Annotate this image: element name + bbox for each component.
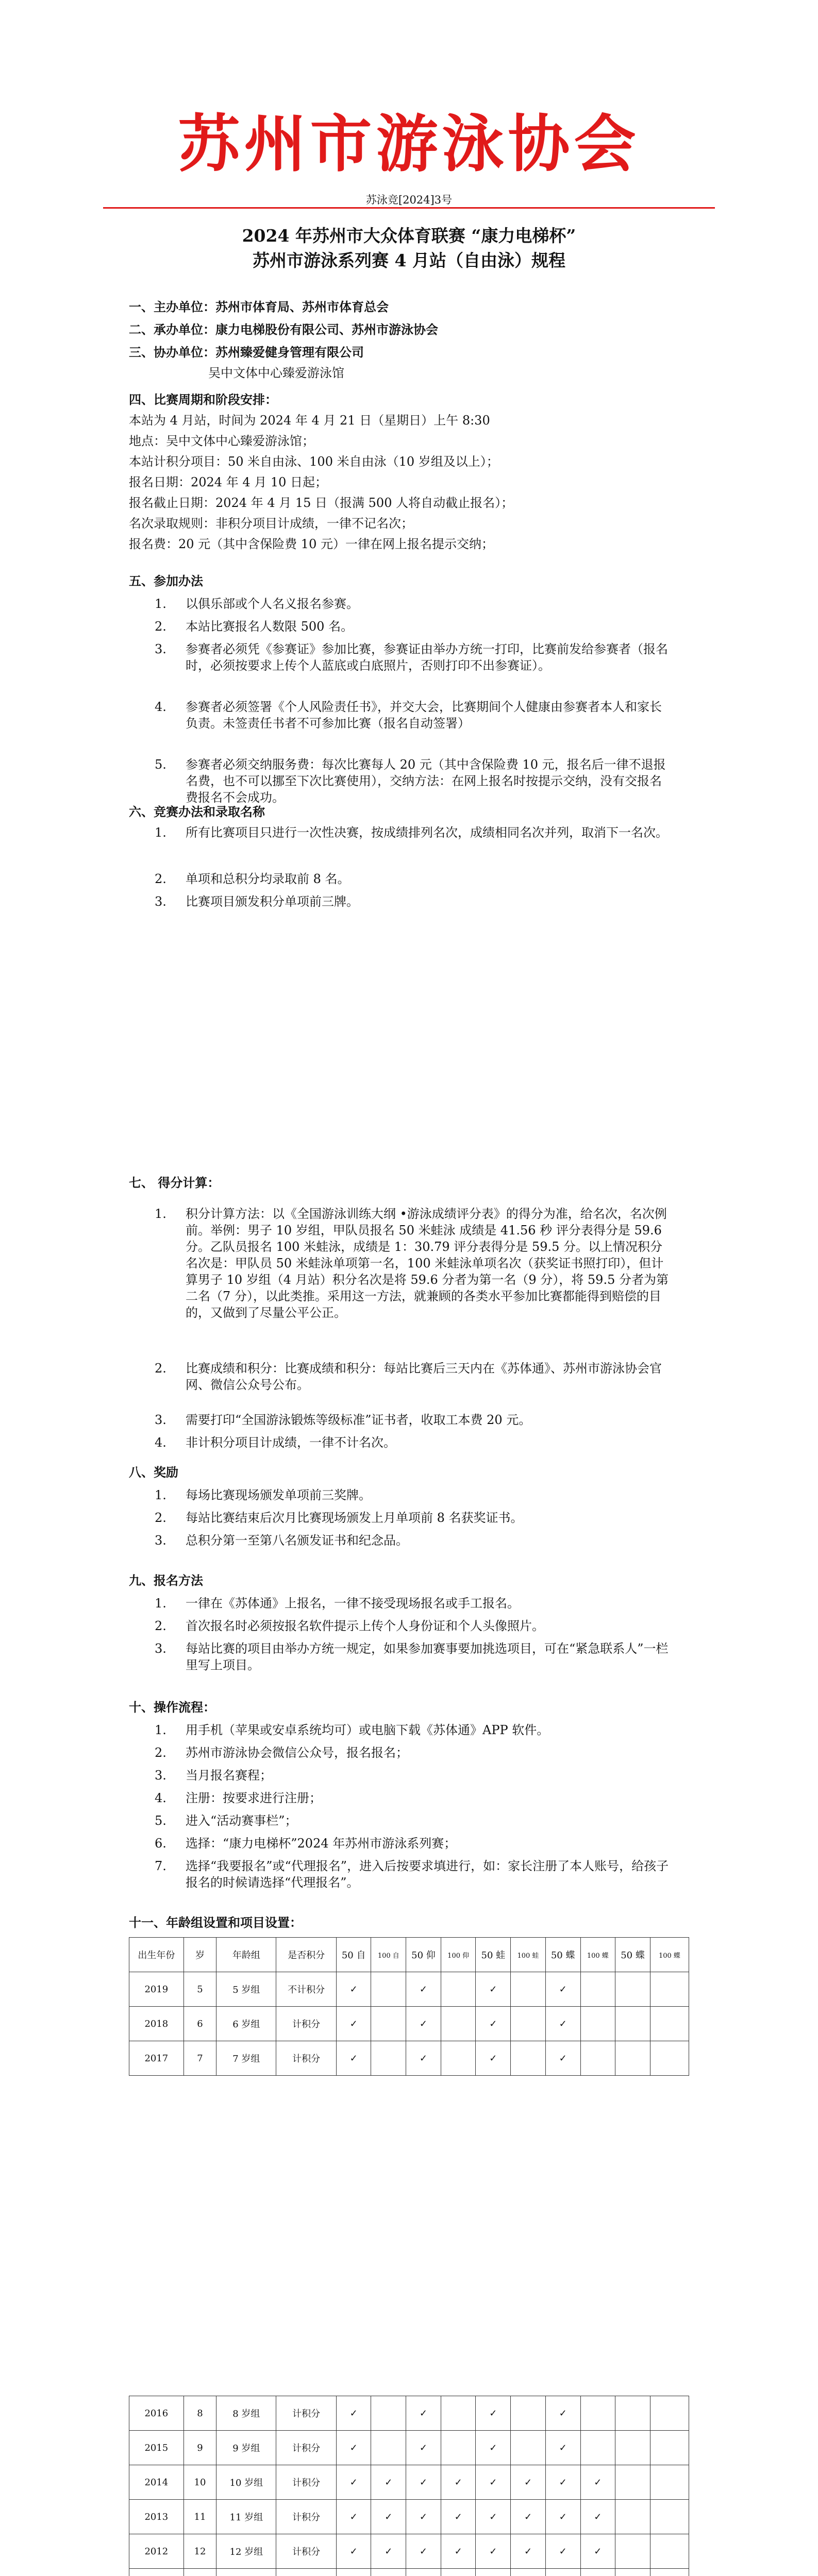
table-cell: 10: [183, 2465, 216, 2500]
table-row: [129, 2534, 689, 2569]
section-registration-heading: 九、报名方法: [129, 1573, 203, 1588]
table-cell: [615, 2396, 650, 2431]
list-item-number: 1.: [155, 1207, 166, 1221]
table-cell: 2016: [129, 2396, 184, 2431]
schedule-detail-line: 报名费：20 元（其中含保险费 10 元）一律在网上报名提示交纳；: [129, 537, 494, 551]
table-cell: 6 岁组: [216, 2007, 276, 2041]
age-table-header-cell: 50 蝶: [545, 1938, 580, 1972]
table-row: [129, 2500, 689, 2534]
list-item-text: 积分计算方法：以《全国游泳训练大纲 •游泳成绩评分表》的得分为准，给名次，名次例前。举例：男子 10 岁组，甲队员报名 50 米蛙泳 成绩是 41.56 秒 评分表得分是 59.6 分。乙队员报名 100 米蛙泳，成绩是 1：30.79 评分表得分是 59.5 分。以上情况积分名次是：甲队员 50 米蛙泳单项第一名，100 米蛙泳单项名次（获奖证书照打印），但计算男子 10 岁组（4 月站）积分名次是将 59.6 分者为第一名（9 分），将 59.5 分者为第二名（7 分），以此类推。采用这一方法，就兼顾的各类水平参加比赛都能得到赔偿的目的，又做到了尽量公平公正。: [186, 1207, 669, 1320]
table-cell: [615, 2465, 650, 2500]
table-cell: ✓: [476, 2500, 511, 2534]
age-table-header-cell: 100 蝶: [650, 1938, 689, 1972]
table-cell: ✓: [336, 2396, 371, 2431]
age-table-header-cell: 100 仰: [441, 1938, 476, 1972]
table-cell: ✓: [441, 2465, 476, 2500]
table-cell: [650, 2534, 689, 2569]
table-cell: ✓: [476, 2431, 511, 2465]
table-cell: [511, 2396, 546, 2431]
table-cell: ✓: [406, 2007, 441, 2041]
list-item-text: 比赛成绩和积分：比赛成绩和积分：每站比赛后三天内在《苏体通》、苏州市游泳协会官网、微信公众号公布。: [186, 1361, 662, 1392]
table-cell: [216, 2569, 276, 2576]
table-cell: [441, 2041, 476, 2076]
list-item-text: 当月报名赛程；: [186, 1768, 272, 1783]
list-item-number: 3.: [155, 1533, 166, 1548]
table-cell: [615, 1972, 650, 2007]
table-cell: 9 岁组: [216, 2431, 276, 2465]
table-cell: [580, 2041, 615, 2076]
table-cell: 6: [183, 2007, 216, 2041]
list-item-text: 需要打印“全国游泳锻炼等级标准”证书者，收取工本费 20 元。: [186, 1413, 531, 1427]
table-cell: 8 岁组: [216, 2396, 276, 2431]
list-item-text: 一律在《苏体通》上报名，一律不接受现场报名或手工报名。: [186, 1596, 520, 1611]
list-item-number: 5.: [155, 757, 166, 772]
table-cell: ✓: [476, 2534, 511, 2569]
list-item-number: 2.: [155, 1619, 166, 1633]
list-item-number: 2.: [155, 619, 166, 634]
age-table-header-cell: 50 自: [336, 1938, 371, 1972]
section-co-organizer: 三、协办单位：苏州臻爱健身管理有限公司: [129, 345, 364, 360]
table-cell: [406, 2569, 441, 2576]
table-cell: [441, 2396, 476, 2431]
table-cell: ✓: [545, 2396, 580, 2431]
schedule-detail-line: 地点：吴中文体中心臻爱游泳馆；: [129, 434, 314, 448]
table-cell: ✓: [545, 1972, 580, 2007]
table-cell: [371, 1972, 406, 2007]
table-cell: ✓: [545, 2500, 580, 2534]
table-cell: [371, 2396, 406, 2431]
table-cell: [615, 2007, 650, 2041]
document-number: 苏泳竞[2024]3号: [365, 194, 453, 206]
table-cell: 5: [183, 1972, 216, 2007]
list-item-text: 非计积分项目计成绩，一律不计名次。: [186, 1435, 396, 1450]
table-cell: [371, 2007, 406, 2041]
table-cell: ✓: [336, 2534, 371, 2569]
table-cell: ✓: [406, 2500, 441, 2534]
list-item-text: 首次报名时必须按报名软件提示上传个人身份证和个人头像照片。: [186, 1619, 544, 1633]
section-process-heading: 十、操作流程：: [129, 1700, 215, 1715]
table-cell: ✓: [580, 2500, 615, 2534]
table-cell: ✓: [476, 1972, 511, 2007]
table-cell: [336, 2569, 371, 2576]
age-table-header-cell: 50 蛙: [476, 1938, 511, 1972]
age-group-table-bottom: [129, 2396, 689, 2576]
table-row: [129, 2041, 689, 2076]
table-cell: [371, 2569, 406, 2576]
table-cell: ✓: [336, 2465, 371, 2500]
table-cell: [441, 1972, 476, 2007]
table-cell: ✓: [441, 2534, 476, 2569]
table-row: [129, 2465, 689, 2500]
list-item-text: 注册：按要求进行注册；: [186, 1791, 322, 1805]
section-undertaker: 二、承办单位：康力电梯股份有限公司、苏州市游泳协会: [129, 322, 438, 337]
table-cell: [511, 2431, 546, 2465]
table-cell: ✓: [476, 2007, 511, 2041]
table-cell: ✓: [406, 2431, 441, 2465]
schedule-detail-line: 本站计积分项目：50 米自由泳、100 米自由泳（10 岁组及以上）；: [129, 454, 499, 469]
table-cell: 8: [183, 2396, 216, 2431]
age-table-header-cell: 50 仰: [406, 1938, 441, 1972]
list-item-number: 1.: [155, 825, 166, 840]
table-cell: [580, 2007, 615, 2041]
list-item-number: 2.: [155, 1511, 166, 1525]
section-organizer: 一、主办单位：苏州市体育局、苏州市体育总会: [129, 299, 389, 314]
table-cell: ✓: [406, 2465, 441, 2500]
list-item-text: 每站比赛结束后次月比赛现场颁发上月单项前 8 名获奖证书。: [186, 1511, 523, 1525]
table-cell: 2013: [129, 2500, 184, 2534]
table-cell: [476, 2569, 511, 2576]
table-cell: ✓: [476, 2465, 511, 2500]
table-cell: [580, 2431, 615, 2465]
section-co-organizer-venue: 吴中文体中心臻爱游泳馆: [208, 366, 344, 380]
table-cell: [650, 2431, 689, 2465]
table-cell: [511, 2569, 546, 2576]
table-cell: [615, 2041, 650, 2076]
list-item-text: 单项和总积分均录取前 8 名。: [186, 872, 350, 886]
table-cell: [650, 2007, 689, 2041]
table-cell: 7: [183, 2041, 216, 2076]
table-row: [129, 2007, 689, 2041]
schedule-detail-line: 本站为 4 月站，时间为 2024 年 4 月 21 日（星期日）上午 8:30: [129, 413, 490, 428]
table-row: [129, 1972, 689, 2007]
list-item-text: 每站比赛的项目由举办方统一规定，如果参加赛事要加挑选项目，可在“紧急联系人”一栏里写上项目。: [186, 1641, 669, 1672]
list-item-number: 1.: [155, 1488, 166, 1502]
list-item-number: 2.: [155, 872, 166, 886]
age-table-header-cell: 岁: [183, 1938, 216, 1972]
table-cell: [650, 2396, 689, 2431]
table-cell: ✓: [371, 2465, 406, 2500]
table-cell: ✓: [511, 2500, 546, 2534]
table-cell: 2012: [129, 2534, 184, 2569]
section-competition-heading: 六、竞赛办法和录取名称: [129, 804, 265, 819]
age-table-header-cell: 100 蛙: [511, 1938, 546, 1972]
table-cell: 计积分: [276, 2396, 336, 2431]
table-cell: ✓: [545, 2431, 580, 2465]
list-item-number: 3.: [155, 642, 166, 656]
list-item-number: 1.: [155, 1596, 166, 1611]
table-row: [129, 2569, 689, 2576]
list-item-text: 苏州市游泳协会微信公众号，报名报名；: [186, 1745, 408, 1760]
table-cell: ✓: [406, 1972, 441, 2007]
table-cell: ✓: [371, 2534, 406, 2569]
list-item-text: 参赛者必须签署《个人风险责任书》，并交大会，比赛期间个人健康由参赛者本人和家长负责。未签责任书者不可参加比赛（报名自动签署）: [186, 700, 662, 731]
table-cell: 不计积分: [276, 1972, 336, 2007]
section-scoring-heading: 七、 得分计算：: [129, 1175, 220, 1190]
age-table-header-cell: 年龄组: [216, 1938, 276, 1972]
table-cell: 5 岁组: [216, 1972, 276, 2007]
list-item-number: 3.: [155, 1641, 166, 1656]
table-cell: ✓: [441, 2500, 476, 2534]
list-item-number: 2.: [155, 1745, 166, 1760]
table-cell: 2019: [129, 1972, 184, 2007]
list-item-number: 6.: [155, 1836, 166, 1851]
table-row: [129, 2396, 689, 2431]
table-cell: [441, 2007, 476, 2041]
table-cell: ✓: [336, 2007, 371, 2041]
org-header-title: 苏州市游泳协会: [178, 108, 640, 180]
list-item-text: 参赛者必须交纳服务费：每次比赛每人 20 元（其中含保险费 10 元，报名后一律不退报名费，也不可以挪至下次比赛使用），交纳方法：在网上报名时按提示交纳，没有交报名费报名不会成功。: [186, 757, 666, 805]
list-item-text: 用手机（苹果或安卓系统均可）或电脑下载《苏体通》APP 软件。: [186, 1723, 549, 1737]
table-cell: [615, 2431, 650, 2465]
section-age-groups-heading: 十一、年龄组设置和项目设置：: [129, 1915, 302, 1930]
table-cell: ✓: [336, 1972, 371, 2007]
table-cell: 7 岁组: [216, 2041, 276, 2076]
table-cell: 12: [183, 2534, 216, 2569]
table-cell: [650, 2500, 689, 2534]
list-item-number: 4.: [155, 700, 166, 714]
age-table-header-cell: 100 蝶: [580, 1938, 615, 1972]
table-cell: 2014: [129, 2465, 184, 2500]
header-divider: [103, 207, 715, 209]
list-item-text: 以俱乐部或个人名义报名参赛。: [186, 597, 359, 611]
schedule-detail-line: 名次录取规则：非积分项目计成绩，一律不记名次；: [129, 516, 413, 531]
table-cell: ✓: [511, 2534, 546, 2569]
table-cell: ✓: [371, 2500, 406, 2534]
table-cell: ✓: [545, 2465, 580, 2500]
table-cell: ✓: [545, 2041, 580, 2076]
list-item-number: 5.: [155, 1814, 166, 1828]
table-cell: 计积分: [276, 2007, 336, 2041]
list-item-text: 本站比赛报名人数限 500 名。: [186, 619, 354, 634]
table-cell: 2018: [129, 2007, 184, 2041]
table-cell: [511, 2007, 546, 2041]
list-item-number: 7.: [155, 1859, 166, 1873]
section-schedule-heading: 四、比赛周期和阶段安排：: [129, 392, 277, 407]
table-cell: [545, 2569, 580, 2576]
table-cell: ✓: [580, 2534, 615, 2569]
list-item-number: 1.: [155, 597, 166, 611]
list-item-number: 1.: [155, 1723, 166, 1737]
table-cell: 11 岁组: [216, 2500, 276, 2534]
list-item-text: 所有比赛项目只进行一次性决赛，按成绩排列名次，成绩相同名次并列，取消下一名次。: [186, 825, 668, 840]
table-cell: [650, 2465, 689, 2500]
list-item-text: 每场比赛现场颁发单项前三奖牌。: [186, 1488, 371, 1502]
list-item-text: 进入“活动赛事栏”；: [186, 1814, 297, 1828]
table-cell: 11: [183, 2500, 216, 2534]
table-cell: ✓: [580, 2465, 615, 2500]
table-cell: ✓: [406, 2396, 441, 2431]
list-item-number: 3.: [155, 1768, 166, 1783]
table-cell: 计积分: [276, 2041, 336, 2076]
table-cell: ✓: [336, 2041, 371, 2076]
table-cell: [511, 1972, 546, 2007]
table-cell: [371, 2431, 406, 2465]
table-cell: 2017: [129, 2041, 184, 2076]
table-cell: ✓: [336, 2431, 371, 2465]
table-cell: [276, 2569, 336, 2576]
table-cell: [441, 2431, 476, 2465]
list-item-number: 4.: [155, 1435, 166, 1450]
schedule-detail-line: 报名日期：2024 年 4 月 10 日起；: [129, 475, 328, 489]
section-award-heading: 八、奖励: [129, 1465, 178, 1480]
table-cell: ✓: [545, 2534, 580, 2569]
table-cell: [511, 2041, 546, 2076]
table-cell: [183, 2569, 216, 2576]
list-item-text: 总积分第一至第八名颁发证书和纪念品。: [186, 1533, 408, 1548]
list-item-text: 比赛项目颁发积分单项前三牌。: [186, 894, 359, 909]
doc-title-line2: 苏州市游泳系列赛 4 月站（自由泳）规程: [253, 250, 565, 270]
table-cell: [371, 2041, 406, 2076]
doc-title-line1: 2024 年苏州市大众体育联赛 “康力电梯杯”: [242, 226, 576, 246]
schedule-detail-line: 报名截止日期：2024 年 4 月 15 日（报满 500 人将自动截止报名）；: [129, 496, 514, 510]
section-participation-heading: 五、参加办法: [129, 573, 203, 588]
table-cell: 计积分: [276, 2465, 336, 2500]
table-row: [129, 2431, 689, 2465]
table-cell: 计积分: [276, 2500, 336, 2534]
table-cell: [580, 1972, 615, 2007]
table-cell: 计积分: [276, 2534, 336, 2569]
list-item-text: 选择：“康力电梯杯”2024 年苏州市游泳系列赛；: [186, 1836, 457, 1851]
table-cell: [650, 1972, 689, 2007]
table-cell: [650, 2569, 689, 2576]
table-cell: [580, 2569, 615, 2576]
age-group-table-top: [129, 1937, 689, 2076]
age-table-header-cell: 是否积分: [276, 1938, 336, 1972]
table-cell: [650, 2041, 689, 2076]
list-item-number: 3.: [155, 894, 166, 909]
table-cell: 10 岁组: [216, 2465, 276, 2500]
list-item-number: 3.: [155, 1413, 166, 1427]
table-cell: ✓: [406, 2041, 441, 2076]
table-cell: 计积分: [276, 2431, 336, 2465]
table-cell: ✓: [511, 2465, 546, 2500]
table-cell: ✓: [545, 2007, 580, 2041]
table-cell: [129, 2569, 184, 2576]
list-item-text: 参赛者必须凭《参赛证》参加比赛，参赛证由举办方统一打印，比赛前发给参赛者（报名时，必须按要求上传个人蓝底或白底照片，否则打印不出参赛证）。: [186, 642, 668, 673]
table-cell: [580, 2396, 615, 2431]
age-table-header-cell: 50 蝶: [615, 1938, 650, 1972]
table-cell: [615, 2500, 650, 2534]
list-item-text: 选择“我要报名”或“代理报名”，进入后按要求填进行，如：家长注册了本人账号，给孩子报名的时候请选择“代理报名”。: [186, 1859, 669, 1890]
list-item-number: 4.: [155, 1791, 166, 1805]
age-table-header-cell: 100 自: [371, 1938, 406, 1972]
table-cell: ✓: [476, 2041, 511, 2076]
table-cell: 2015: [129, 2431, 184, 2465]
table-cell: ✓: [336, 2500, 371, 2534]
age-table-header-cell: 出生年份: [129, 1938, 184, 1972]
table-cell: [441, 2569, 476, 2576]
table-cell: 12 岁组: [216, 2534, 276, 2569]
table-cell: [615, 2534, 650, 2569]
table-cell: ✓: [476, 2396, 511, 2431]
list-item-number: 2.: [155, 1361, 166, 1376]
table-cell: [615, 2569, 650, 2576]
age-table-header-row: [129, 1938, 689, 1972]
table-cell: ✓: [406, 2534, 441, 2569]
table-cell: 9: [183, 2431, 216, 2465]
